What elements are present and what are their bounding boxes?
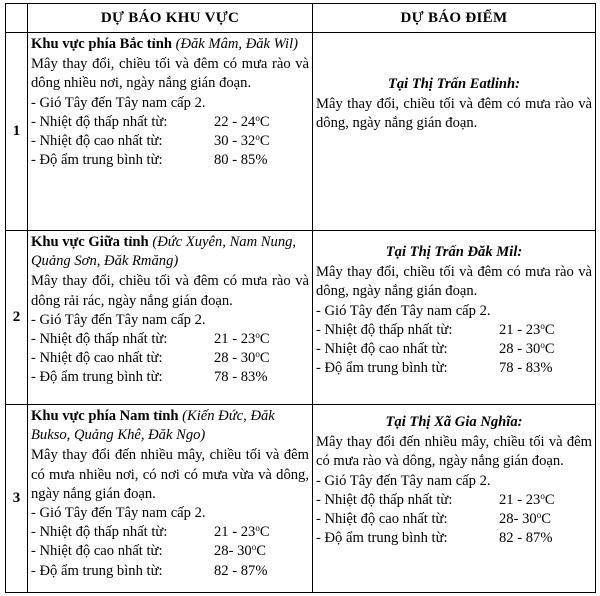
area-places: (Kiến Đức, Đăk Bukso, Quảng Khê, Đăk Ngo) [31,408,275,444]
area-title [31,35,309,54]
point-title: Tại Thị Trấn Đăk Mil: [385,244,523,260]
max-temp-line: - Nhiệt độ cao nhất từ: 28- 30$^o$C [31,542,266,560]
humidity-line: - Độ ẩm trung bình từ: 80 - 85% [31,152,268,169]
table-row [6,33,596,231]
point-description: Mây thay đổi, chiều tối và đêm có mưa rào và dông, ngày nắng gián đoạn. [316,96,592,132]
area-description: Mây thay đổi, chiều tối và đêm có mưa rào và dông nhiều nơi, ngày nắng gián đoạn. [31,56,309,92]
point-title: Tại Thị Trấn Eatlinh: [387,76,521,92]
area-places: (Đức Xuyên, Nam Nung, Quảng Sơn, Đăk Rmăng) [31,234,297,270]
wind-line: - Gió Tây đến Tây nam cấp 2. [316,302,491,319]
area-forecast-cell [28,231,313,405]
area-title [31,407,309,445]
row-number: 2 [6,231,28,405]
header-area-forecast: DỰ BÁO KHU VỰC [28,4,313,33]
point-forecast-cell [313,33,596,231]
min-temp-line: - Nhiệt độ thấp nhất từ: 21 - 23$^o$C [31,330,270,347]
header-corner [6,4,28,33]
wind-line: - Gió Tây đến Tây nam cấp 2. [31,505,206,522]
humidity-line: - Độ ẩm trung bình từ: 82 - 87% [31,562,268,579]
area-description: Mây thay đổi, chiều tối và đêm có mưa rào và dông rải rác, ngày nắng gián đoạn. [31,273,309,309]
max-temp-line: - Nhiệt độ cao nhất từ: 28- 30$^o$C [316,509,551,527]
min-temp-line: - Nhiệt độ thấp nhất từ: 21 - 23$^o$C [31,523,270,541]
max-temp-line: - Nhiệt độ cao nhất từ: 28 - 30$^o$C [31,349,270,367]
area-name: Khu vực Giữa tỉnh [31,234,149,250]
point-title: Tại Thị Xã Gia Nghĩa: [385,414,523,430]
header-row [6,4,596,33]
header-point-forecast: DỰ BÁO ĐIỂM [313,4,596,33]
point-description: Mây thay đổi đến nhiều mây, chiều tối và đêm có mưa rào và dông, ngày nắng gián đoạn. [316,434,592,470]
humidity-line: - Độ ẩm trung bình từ: 78 - 83% [31,369,268,386]
point-forecast-cell [313,231,596,405]
table-row [6,231,596,405]
point-description: Mây thay đổi, chiều tối và đêm có mưa rào và dông, ngày nắng gián đoạn. [316,264,592,300]
area-forecast-cell [28,33,313,231]
row-number: 1 [6,33,28,231]
row-number: 3 [6,405,28,593]
max-temp-line: - Nhiệt độ cao nhất từ: 28 - 30$^o$C [316,339,555,357]
area-places: (Đăk Mâm, Đăk Wil) [175,36,299,52]
point-forecast-cell [313,405,596,593]
area-title [31,233,309,271]
forecast-table [5,3,596,593]
wind-line: - Gió Tây đến Tây nam cấp 2. [316,472,491,489]
area-description: Mây thay đổi đến nhiều mây, chiều tối và đêm có mưa nhiều nơi, có nơi có mưa vừa và dông, ngày nắng gián đoạn. [31,447,309,502]
table-row [6,405,596,593]
min-temp-line: - Nhiệt độ thấp nhất từ: 21 - 23$^o$C [316,320,555,338]
max-temp-line: - Nhiệt độ cao nhất từ: 30 - 32$^o$C [31,131,270,149]
wind-line: - Gió Tây đến Tây nam cấp 2. [31,311,206,328]
area-name: Khu vực phía Nam tỉnh [31,408,179,424]
area-name: Khu vực phía Bắc tỉnh [31,36,172,52]
wind-line: - Gió Tây đến Tây nam cấp 2. [31,94,206,111]
min-temp-line: - Nhiệt độ thấp nhất từ: 21 - 23$^o$C [316,490,555,508]
humidity-line: - Độ ẩm trung bình từ: 78 - 83% [316,360,553,377]
min-temp-line: - Nhiệt độ thấp nhất từ: 22 - 24$^o$C [31,112,270,130]
area-forecast-cell [28,405,313,593]
humidity-line: - Độ ẩm trung bình từ: 82 - 87% [316,530,553,547]
